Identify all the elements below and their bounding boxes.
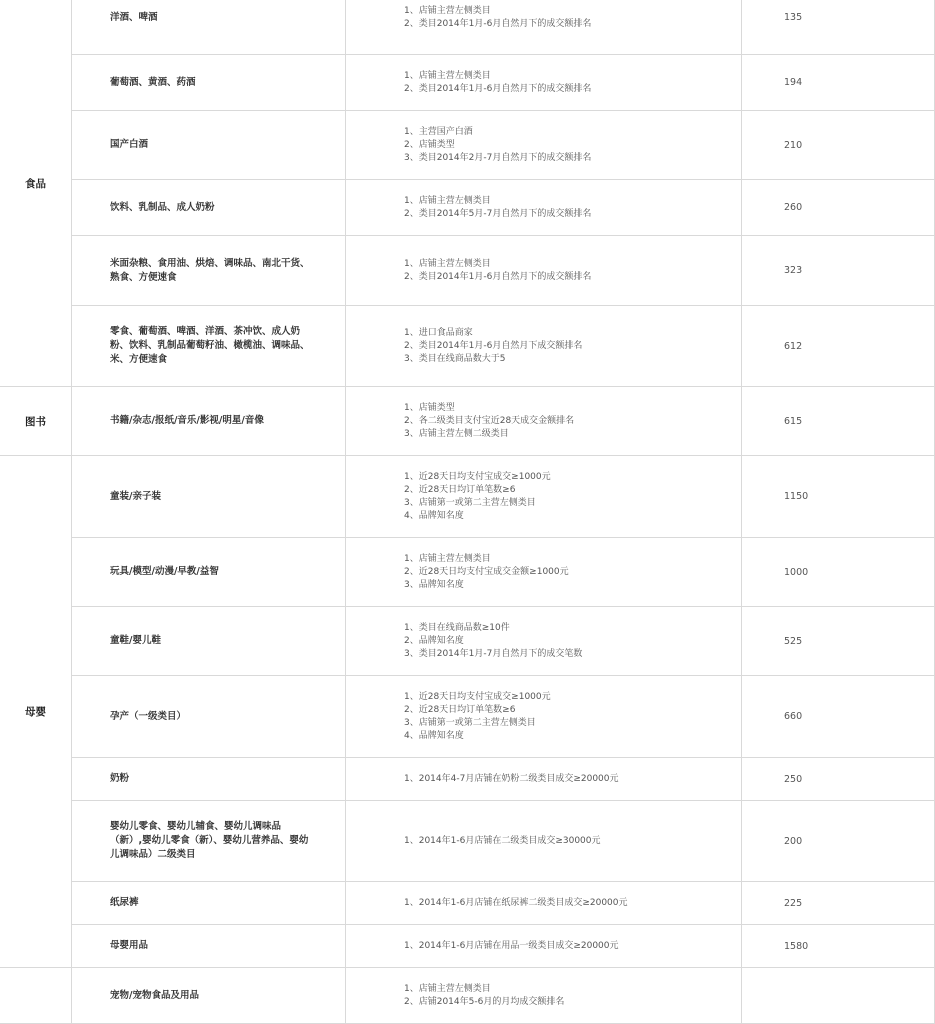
- requirements-cell: [346, 925, 742, 968]
- table-row: [0, 607, 935, 676]
- requirement-line: 2、各二级类目支付宝近28天成交金额排名: [404, 415, 575, 426]
- requirement-line: 2、类目2014年5月-7月自然月下的成交额排名: [404, 208, 592, 219]
- requirement-line: 1、店铺主营左侧类目: [404, 983, 491, 994]
- requirement-line: 2、店铺2014年5-6月的月均成交额排名: [404, 996, 565, 1007]
- requirement-line: 1、店铺主营左侧类目: [404, 5, 491, 16]
- requirement-line: 3、店铺第一或第二主营左侧类目: [404, 497, 536, 508]
- requirement-line: 1、主营国产白酒: [404, 126, 473, 137]
- table-row: [0, 758, 935, 801]
- table-row: [0, 306, 935, 387]
- requirement-line: 2、品牌知名度: [404, 635, 464, 646]
- table-row: [0, 882, 935, 925]
- category-cell: [0, 968, 72, 1024]
- quota-cell: 210: [742, 111, 935, 180]
- requirement-line: 3、类目在线商品数大于5: [404, 353, 506, 364]
- quota-cell: 135: [742, 0, 935, 55]
- requirement-line: 1、店铺类型: [404, 402, 455, 413]
- requirement-line: 1、类目在线商品数≥10件: [404, 622, 510, 633]
- requirements-cell: [346, 55, 742, 111]
- quota-cell: 200: [742, 801, 935, 882]
- table-row: [0, 538, 935, 607]
- quota-cell: 525: [742, 607, 935, 676]
- quota-cell: 225: [742, 882, 935, 925]
- requirement-line: 2、店铺类型: [404, 139, 455, 150]
- requirement-line: 1、2014年1-6月店铺在纸尿裤二级类目成交≥20000元: [404, 897, 628, 908]
- table-row: [0, 387, 935, 456]
- requirement-line: 1、近28天日均支付宝成交≥1000元: [404, 471, 551, 482]
- requirements-cell: [346, 538, 742, 607]
- requirements-cell: [346, 456, 742, 538]
- quota-cell: 1580: [742, 925, 935, 968]
- subcategory-cell: 玩具/模型/动漫/早教/益智: [72, 538, 346, 607]
- requirement-line: 1、店铺主营左侧类目: [404, 70, 491, 81]
- requirement-line: 2、类目2014年1月-6月自然月下的成交额排名: [404, 271, 592, 282]
- subcategory-cell: 米面杂粮、食用油、烘焙、调味品、南北干货、熟食、方便速食: [72, 236, 346, 306]
- requirement-line: 2、类目2014年1月-6月自然月下的成交额排名: [404, 83, 592, 94]
- requirement-line: 1、2014年1-6月店铺在用品一级类目成交≥20000元: [404, 940, 619, 951]
- table-row: [0, 676, 935, 758]
- requirements-cell: [346, 387, 742, 456]
- table-row: [0, 968, 935, 1024]
- requirement-line: 3、类目2014年1月-7月自然月下的成交笔数: [404, 648, 583, 659]
- requirements-cell: [346, 676, 742, 758]
- requirement-line: 2、近28天日均订单笔数≥6: [404, 484, 516, 495]
- requirements-cell: [346, 111, 742, 180]
- requirement-line: 4、品牌知名度: [404, 510, 464, 521]
- requirement-line: 3、类目2014年2月-7月自然月下的成交额排名: [404, 152, 592, 163]
- subcategory-cell: 纸尿裤: [72, 882, 346, 925]
- category-cell: 母婴: [0, 456, 72, 968]
- table-row: [0, 180, 935, 236]
- requirement-line: 2、类目2014年1月-6月自然月下的成交额排名: [404, 18, 592, 29]
- table-row: [0, 0, 935, 55]
- requirement-line: 4、品牌知名度: [404, 730, 464, 741]
- subcategory-cell: 葡萄酒、黄酒、药酒: [72, 55, 346, 111]
- requirement-line: 2、近28天日均订单笔数≥6: [404, 704, 516, 715]
- table-row: [0, 801, 935, 882]
- subcategory-cell: 国产白酒: [72, 111, 346, 180]
- requirement-line: 3、店铺第一或第二主营左侧类目: [404, 717, 536, 728]
- requirements-cell: [346, 801, 742, 882]
- quota-cell: 660: [742, 676, 935, 758]
- requirement-line: 1、进口食品商家: [404, 327, 473, 338]
- subcategory-cell: 母婴用品: [72, 925, 346, 968]
- table-row: [0, 925, 935, 968]
- subcategory-cell: 奶粉: [72, 758, 346, 801]
- requirement-line: 1、2014年1-6月店铺在二级类目成交≥30000元: [404, 835, 601, 846]
- subcategory-cell: 孕产（一级类目）: [72, 676, 346, 758]
- requirements-cell: [346, 882, 742, 925]
- requirement-line: 1、店铺主营左侧类目: [404, 195, 491, 206]
- subcategory-cell: 饮料、乳制品、成人奶粉: [72, 180, 346, 236]
- requirements-cell: [346, 180, 742, 236]
- table-row: [0, 55, 935, 111]
- quota-cell: 250: [742, 758, 935, 801]
- category-cell: 食品: [0, 0, 72, 387]
- requirement-line: 1、2014年4-7月店铺在奶粉二级类目成交≥20000元: [404, 773, 619, 784]
- quota-cell: 260: [742, 180, 935, 236]
- quota-cell: [742, 968, 935, 1024]
- quota-cell: 1000: [742, 538, 935, 607]
- requirements-cell: [346, 968, 742, 1024]
- subcategory-cell: 宠物/宠物食品及用品: [72, 968, 346, 1024]
- subcategory-cell: 洋酒、啤酒: [72, 0, 346, 55]
- quota-cell: 1150: [742, 456, 935, 538]
- requirements-cell: [346, 758, 742, 801]
- category-cell: 图书: [0, 387, 72, 456]
- subcategory-cell: 零食、葡萄酒、啤酒、洋酒、茶冲饮、成人奶粉、饮料、乳制品葡萄籽油、橄榄油、调味品、米、方便速食: [72, 306, 346, 387]
- requirements-cell: [346, 0, 742, 55]
- subcategory-cell: 童鞋/婴儿鞋: [72, 607, 346, 676]
- requirement-line: 1、店铺主营左侧类目: [404, 258, 491, 269]
- requirements-cell: [346, 607, 742, 676]
- requirement-line: 1、近28天日均支付宝成交≥1000元: [404, 691, 551, 702]
- subcategory-cell: 书籍/杂志/报纸/音乐/影视/明星/音像: [72, 387, 346, 456]
- table-row: [0, 236, 935, 306]
- table-row: [0, 111, 935, 180]
- requirement-line: 3、店铺主营左侧二级类目: [404, 428, 509, 439]
- subcategory-cell: 婴幼儿零食、婴幼儿辅食、婴幼儿调味品（新）,婴幼儿零食（新）、婴幼儿营养品、婴幼儿调味品）二级类目: [72, 801, 346, 882]
- requirement-line: 2、近28天日均支付宝成交金额≥1000元: [404, 566, 569, 577]
- requirements-cell: [346, 236, 742, 306]
- quota-cell: 194: [742, 55, 935, 111]
- quota-cell: 615: [742, 387, 935, 456]
- requirement-line: 3、品牌知名度: [404, 579, 464, 590]
- requirement-line: 1、店铺主营左侧类目: [404, 553, 491, 564]
- requirements-cell: [346, 306, 742, 387]
- table-row: [0, 456, 935, 538]
- quota-cell: 323: [742, 236, 935, 306]
- quota-cell: 612: [742, 306, 935, 387]
- subcategory-cell: 童装/亲子装: [72, 456, 346, 538]
- requirement-line: 2、类目2014年1月-6月自然月下成交额排名: [404, 340, 583, 351]
